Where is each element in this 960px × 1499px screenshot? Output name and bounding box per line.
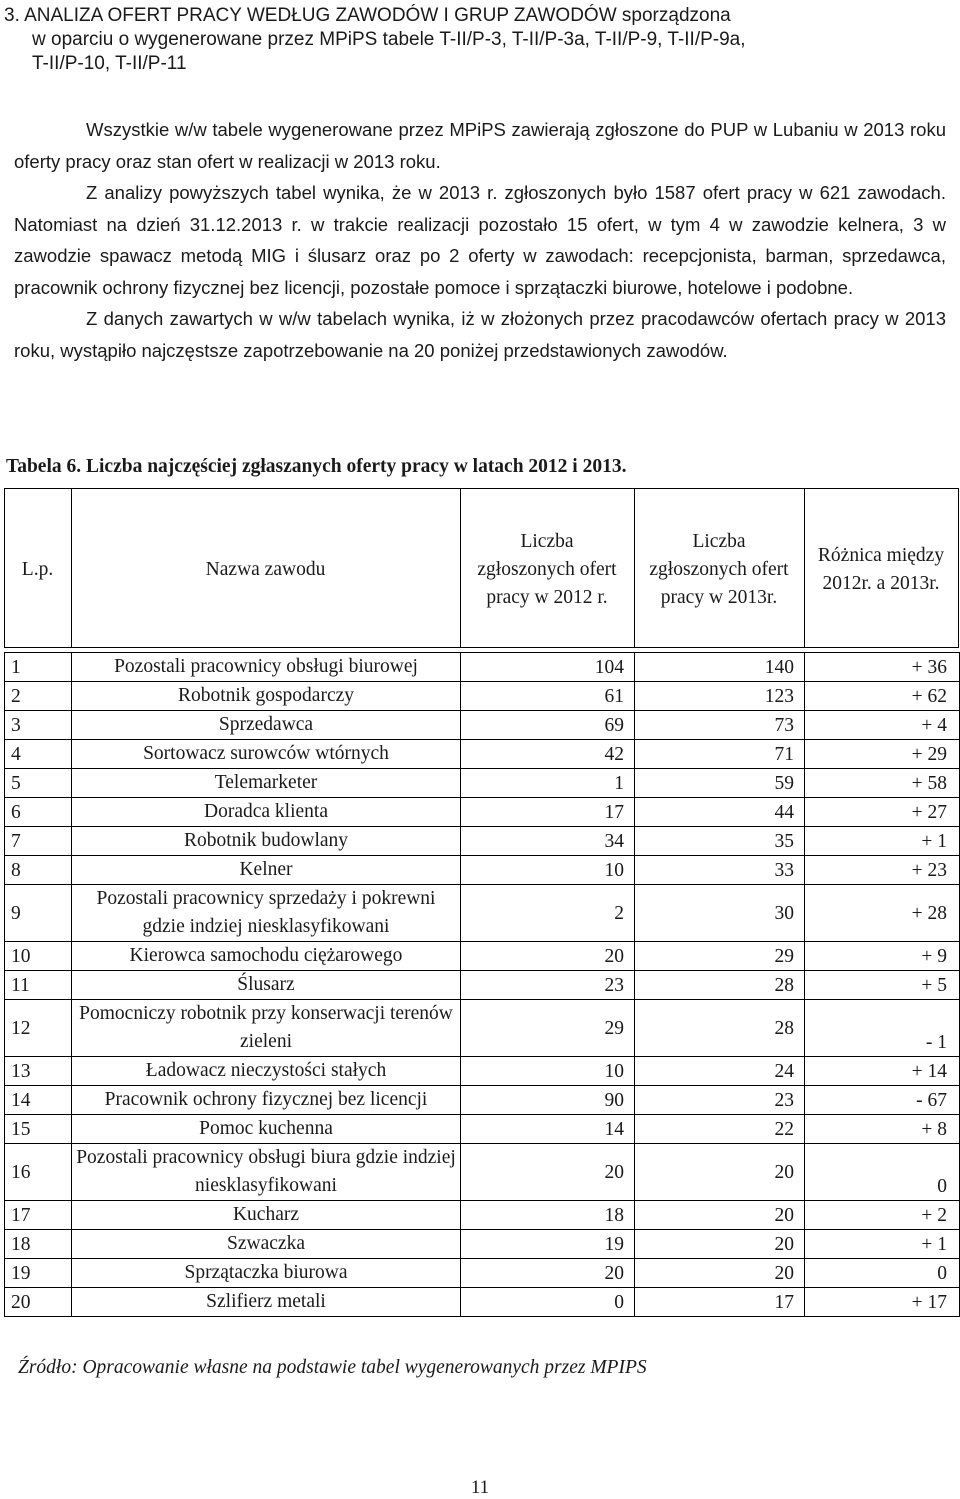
cell-difference: + 28 [805,885,960,942]
cell-difference: + 8 [805,1115,960,1144]
cell-offers-2012: 34 [461,827,635,856]
cell-difference: + 1 [805,1230,960,1259]
cell-occupation: Kierowca samochodu ciężarowego [72,942,461,971]
cell-difference: - 67 [805,1086,960,1115]
table-caption: Tabela 6. Liczba najczęściej zgłaszanych oferty pracy w latach 2012 i 2013. [6,456,627,477]
intro-text [14,114,946,366]
cell-occupation: Pomocniczy robotnik przy konserwacji terenów zieleni [72,1000,461,1057]
cell-occupation: Pozostali pracownicy obsługi biura gdzie indziej niesklasyfikowani [72,1144,461,1201]
cell-lp: 19 [5,1259,72,1288]
section-heading [4,4,954,76]
cell-offers-2013: 24 [635,1057,805,1086]
cell-offers-2012: 90 [461,1086,635,1115]
column-header-name: Nazwa zawodu [205,559,326,580]
paragraph-3: Z danych zawartych w w/w tabelach wynika, iż w złożonych przez pracodawców ofertach pracy w 2013 roku, wystąpiło najczęstsze zapotrzebowanie na 20 poniżej przedstawionych zawodów. [14,308,946,361]
cell-difference: + 9 [805,942,960,971]
cell-lp: 7 [5,827,72,856]
cell-offers-2013: 123 [635,682,805,711]
cell-offers-2013: 73 [635,711,805,740]
cell-offers-2012: 2 [461,885,635,942]
cell-offers-2013: 59 [635,769,805,798]
cell-occupation: Kelner [72,856,461,885]
cell-lp: 13 [5,1057,72,1086]
cell-offers-2013: 20 [635,1144,805,1201]
cell-difference: + 23 [805,856,960,885]
header-bottom-border [4,647,959,648]
cell-lp: 15 [5,1115,72,1144]
header-divider [460,488,461,648]
cell-offers-2012: 10 [461,856,635,885]
cell-offers-2013: 28 [635,971,805,1000]
section-heading-line-1: 3. ANALIZA OFERT PRACY WEDŁUG ZAWODÓW I GRUP ZAWODÓW sporządzona [4,5,731,26]
cell-lp: 8 [5,856,72,885]
cell-difference: + 17 [805,1288,960,1317]
table-row [5,942,960,971]
cell-occupation: Sprzedawca [72,711,461,740]
cell-offers-2013: 23 [635,1086,805,1115]
cell-offers-2013: 28 [635,1000,805,1057]
cell-occupation: Sortowacz surowców wtórnych [72,740,461,769]
cell-difference: 0 [805,1259,960,1288]
table-row [5,740,960,769]
table-row [5,711,960,740]
cell-offers-2012: 10 [461,1057,635,1086]
table-row [5,682,960,711]
cell-occupation: Kucharz [72,1201,461,1230]
cell-occupation: Pozostali pracownicy sprzedaży i pokrewni gdzie indziej niesklasyfikowani [72,885,461,942]
cell-lp: 9 [5,885,72,942]
cell-lp: 20 [5,1288,72,1317]
source-note: Źródło: Opracowanie własne na podstawie tabel wygenerowanych przez MPIPS [18,1357,647,1378]
column-header-2013: Liczba zgłoszonych ofert pracy w 2013r. [649,531,789,608]
cell-occupation: Ładowacz nieczystości stałych [72,1057,461,1086]
cell-difference: - 1 [805,1000,960,1057]
table-row [5,653,960,682]
cell-lp: 2 [5,682,72,711]
cell-lp: 12 [5,1000,72,1057]
cell-difference: + 62 [805,682,960,711]
cell-occupation: Sprzątaczka biurowa [72,1259,461,1288]
column-header-2012: Liczba zgłoszonych ofert pracy w 2012 r. [477,531,617,608]
cell-offers-2013: 29 [635,942,805,971]
cell-offers-2012: 18 [461,1201,635,1230]
cell-offers-2012: 1 [461,769,635,798]
cell-offers-2012: 17 [461,798,635,827]
section-heading-line-3: T-II/P-10, T-II/P-11 [32,53,187,74]
cell-occupation: Robotnik budowlany [72,827,461,856]
cell-offers-2013: 71 [635,740,805,769]
cell-difference: 0 [805,1144,960,1201]
cell-lp: 3 [5,711,72,740]
table-row [5,798,960,827]
header-top-border [4,488,959,489]
cell-offers-2013: 20 [635,1230,805,1259]
cell-occupation: Ślusarz [72,971,461,1000]
cell-offers-2012: 0 [461,1288,635,1317]
cell-occupation: Szlifierz metali [72,1288,461,1317]
cell-occupation: Pracownik ochrony fizycznej bez licencji [72,1086,461,1115]
cell-difference: + 27 [805,798,960,827]
cell-offers-2013: 20 [635,1259,805,1288]
table-row [5,1201,960,1230]
cell-lp: 10 [5,942,72,971]
cell-offers-2012: 20 [461,942,635,971]
table-row [5,1259,960,1288]
cell-offers-2013: 35 [635,827,805,856]
paragraph-2: Z analizy powyższych tabel wynika, że w 2013 r. zgłoszonych było 1587 ofert pracy w 621 zawodach. Natomiast na dzień 31.12.2013 r. w trakcie realizacji pozostało 15 ofert, w tym 4 w zawodzie kelnera, 3 w zawodzie spawacz metodą MIG i ślusarz oraz po 2 oferty w zawodach: recepcjonista, barman, sprzedawca, pracownik ochrony fizycznej bez licencji, pozostałe pomoce i sprzątaczki biurowe, hotelowe i podobne. [14,182,946,298]
cell-offers-2012: 20 [461,1259,635,1288]
cell-lp: 1 [5,653,72,682]
cell-difference: + 58 [805,769,960,798]
table-row [5,1057,960,1086]
cell-offers-2012: 104 [461,653,635,682]
cell-offers-2013: 44 [635,798,805,827]
table-row [5,1086,960,1115]
cell-lp: 17 [5,1201,72,1230]
page-number: 11 [470,1477,490,1498]
section-heading-line-2: w oparciu o wygenerowane przez MPiPS tabele T-II/P-3, T-II/P-3a, T-II/P-9, T-II/P-9a, [32,29,746,50]
header-divider [804,488,805,648]
job-offers-table [4,652,960,1317]
cell-offers-2012: 20 [461,1144,635,1201]
cell-occupation: Telemarketer [72,769,461,798]
table-row [5,1288,960,1317]
cell-offers-2012: 42 [461,740,635,769]
cell-occupation: Robotnik gospodarczy [72,682,461,711]
cell-difference: + 5 [805,971,960,1000]
cell-lp: 5 [5,769,72,798]
table-row [5,1115,960,1144]
table-row [5,827,960,856]
header-divider [958,488,959,648]
cell-difference: + 1 [805,827,960,856]
cell-lp: 6 [5,798,72,827]
cell-difference: + 14 [805,1057,960,1086]
cell-lp: 4 [5,740,72,769]
cell-offers-2012: 69 [461,711,635,740]
cell-offers-2013: 17 [635,1288,805,1317]
paragraph-1: Wszystkie w/w tabele wygenerowane przez MPiPS zawierają zgłoszone do PUP w Lubaniu w 2013 roku oferty pracy oraz stan ofert w realizacji w 2013 roku. [14,119,946,172]
cell-offers-2013: 33 [635,856,805,885]
cell-occupation: Doradca klienta [72,798,461,827]
cell-offers-2012: 29 [461,1000,635,1057]
cell-offers-2012: 19 [461,1230,635,1259]
table-row [5,856,960,885]
cell-offers-2012: 23 [461,971,635,1000]
cell-difference: + 4 [805,711,960,740]
cell-offers-2013: 140 [635,653,805,682]
cell-offers-2013: 22 [635,1115,805,1144]
cell-offers-2013: 30 [635,885,805,942]
table-row [5,1230,960,1259]
table-row [5,769,960,798]
table-row [5,885,960,942]
cell-occupation: Pozostali pracownicy obsługi biurowej [72,653,461,682]
cell-occupation: Pomoc kuchenna [72,1115,461,1144]
column-header-difference: Różnica między 2012r. a 2013r. [817,545,945,594]
cell-lp: 18 [5,1230,72,1259]
table-row [5,1144,960,1201]
cell-lp: 14 [5,1086,72,1115]
table-row [5,1000,960,1057]
cell-occupation: Szwaczka [72,1230,461,1259]
header-divider [634,488,635,648]
cell-offers-2013: 20 [635,1201,805,1230]
cell-lp: 16 [5,1144,72,1201]
table-row [5,971,960,1000]
cell-difference: + 2 [805,1201,960,1230]
cell-difference: + 36 [805,653,960,682]
cell-offers-2012: 14 [461,1115,635,1144]
cell-lp: 11 [5,971,72,1000]
column-header-lp: L.p. [21,559,54,580]
cell-offers-2012: 61 [461,682,635,711]
cell-difference: + 29 [805,740,960,769]
